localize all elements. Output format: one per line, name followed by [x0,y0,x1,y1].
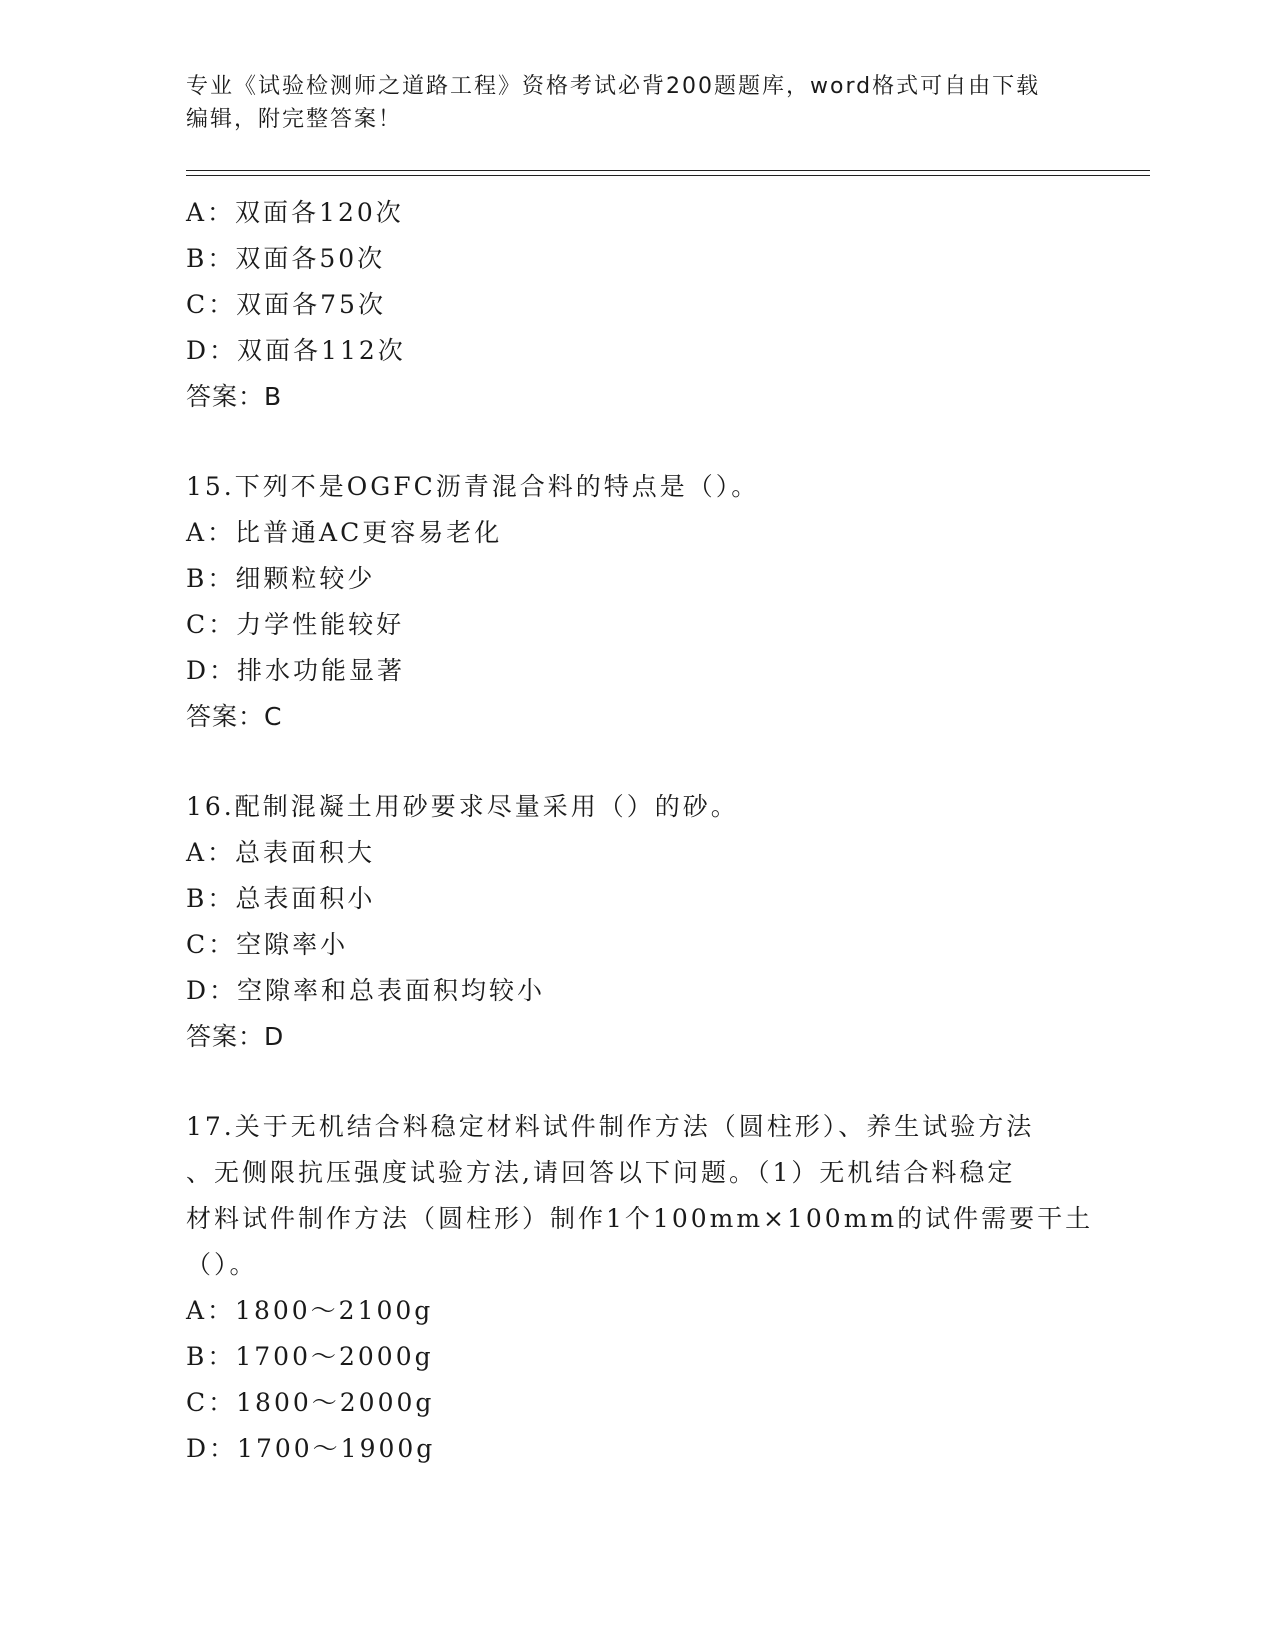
option-d: D：空隙率和总表面积均较小 [186,976,546,1005]
option-b: B：总表面积小 [186,884,376,913]
header-line-1: 专业《试验检测师之道路工程》资格考试必背200题题库，word格式可自由下载 [186,74,1041,99]
option-d: D：排水功能显著 [186,656,406,685]
option-c: C：双面各75次 [186,290,386,319]
question-stem: 16.配制混凝土用砂要求尽量采用（）的砂。 [186,792,739,821]
option-b: B：细颗粒较少 [186,564,376,593]
question-17 [186,1104,1106,1472]
document-header [186,70,1066,136]
option-b: B：1700～2000g [186,1342,434,1371]
option-c: C：空隙率小 [186,930,349,959]
answer-line: 答案：B [186,382,283,411]
option-b: B：双面各50次 [186,244,386,273]
question-stem: 15.下列不是OGFC沥青混合料的特点是（）。 [186,472,760,501]
question-stem-line-2: 、无侧限抗压强度试验方法,请回答以下问题。（1）无机结合料稳定 [186,1158,1016,1187]
question-14 [186,190,1106,420]
question-stem-line-3: 材料试件制作方法（圆柱形）制作1个100mm×100mm的试件需要干土 [186,1204,1094,1233]
question-list [186,190,1106,1472]
option-a: A：1800～2100g [186,1296,434,1325]
option-d: D：双面各112次 [186,336,406,365]
header-rule-top [186,170,1150,171]
question-stem-line-1: 17.关于无机结合料稳定材料试件制作方法（圆柱形）、养生试验方法 [186,1112,1035,1141]
header-rule-bottom [186,175,1150,176]
answer-line: 答案：C [186,702,283,731]
question-15 [186,464,1106,740]
option-a: A：双面各120次 [186,198,404,227]
option-a: A：比普通AC更容易老化 [186,518,503,547]
question-stem-line-4: （）。 [186,1250,258,1279]
option-d: D：1700～1900g [186,1434,436,1463]
option-c: C：力学性能较好 [186,610,405,639]
option-a: A：总表面积大 [186,838,376,867]
option-c: C：1800～2000g [186,1388,435,1417]
answer-line: 答案：D [186,1022,285,1051]
question-16 [186,784,1106,1060]
header-line-2: 编辑，附完整答案！ [186,107,403,132]
